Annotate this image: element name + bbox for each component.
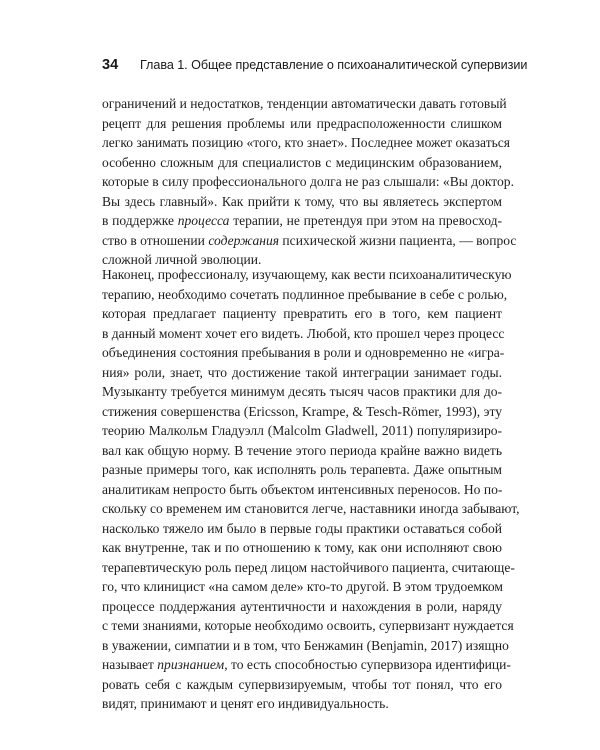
text-line: терапию, необходимо сочетать подлинное пребывание в себе с ролью, [102,286,508,302]
text-line: особенно сложным для специалистов с медицинским образованием, [102,154,502,170]
text-line: которая предлагает пациенту превратить его в того, кем пациент [102,306,502,321]
text-line: разные примеры того, как исполнять роль терапевта. Даже опытным [102,462,502,477]
text-line: теорию Малкольм Гладуэлл (Malcolm Gladwell, 2011) популяризиро- [102,423,502,438]
paragraph-2 [102,265,520,714]
text-line: ровать себя с каждым супервизируемым, чтобы тот понял, что его [102,676,502,692]
text-line: ния» роли, знает, что достижение такой интеграции занимает годы. [102,364,502,380]
text-line: видят, принимают и ценят его индивидуальность. [102,696,389,711]
page-header [102,57,528,79]
text-line: ограничений и недостатков, тенденции автоматически давать готовый [102,96,507,111]
text-line: терапевтическую роль перед лицом настойчивого пациента, считающе- [102,559,515,575]
text-line: которые в силу профессионального долга не раз слышали: «Вы доктор. [102,174,514,189]
page-number: 34 [102,57,119,73]
text-line: Вы здесь главный». Как прийти к тому, что вы являетесь экспертом [102,193,502,209]
text-line: вал как общую норму. В течение этого периода крайне важно видеть [102,442,502,458]
text-line: объединения состояния пребывания в роли и одновременно не «игра- [102,345,505,360]
text-line: Наконец, профессионалу, изучающему, как вести психоаналитическую [102,267,512,282]
text-line: в уважении, симпатии и в том, что Бенжамин (Benjamin, 2017) изящно [102,637,509,653]
text-line: насколько тяжело им было в первые годы практики оставаться собой [102,520,502,536]
text-run: в поддержке [102,213,178,228]
text-line: го, что клиницист «на самом деле» кто-то другой. В этом трудоемком [102,579,503,594]
text-run: ство в отношении [102,232,209,248]
emphasis-text: процесса [177,213,230,228]
text-line: стижения совершенства (Ericsson, Krampe, & Tesch-Römer, 1993), эту [102,403,502,419]
emphasis-text: признанием [157,657,225,672]
text-line: аналитикам непросто быть объектом интенсивных переносов. Но по- [102,481,503,497]
text-line: Музыканту требуется минимум десять тысяч часов практики для до- [102,384,502,399]
text-line: сложной личной эволюции. [102,252,262,267]
emphasis-text: содержания [208,232,280,248]
text-line [102,211,502,231]
text-line [102,655,511,675]
text-line: легко занимать позицию «того, кто знает». Последнее может оказаться [102,135,511,150]
text-run: , то есть способностью супервизора идентифици- [224,657,511,672]
text-line: с теми знаниями, которые необходимо освоить, супервизант нуждается [102,618,514,633]
text-run: называет [102,657,158,672]
running-head: Глава 1. Общее представление о психоаналитической супервизии [140,58,528,72]
text-line [102,231,517,251]
text-line: как внутренне, так и по отношению к тому, как они исполняют свою [102,540,502,555]
text-line: в данный момент хочет его видеть. Любой, кто прошел через процесс [102,325,505,341]
text-run: терапии, не претендуя при этом на превосход- [229,213,502,228]
text-run: психической жизни пациента, — вопрос [279,232,517,248]
text-line: скольку со временем им становится легче, наставники иногда забывают, [102,501,520,516]
text-line: рецепт для решения проблемы или предрасположенности слишком [102,115,502,131]
paragraph-1 [102,94,517,270]
text-line: процессе поддержания аутентичности и нахождения в роли, наряду [102,598,502,614]
